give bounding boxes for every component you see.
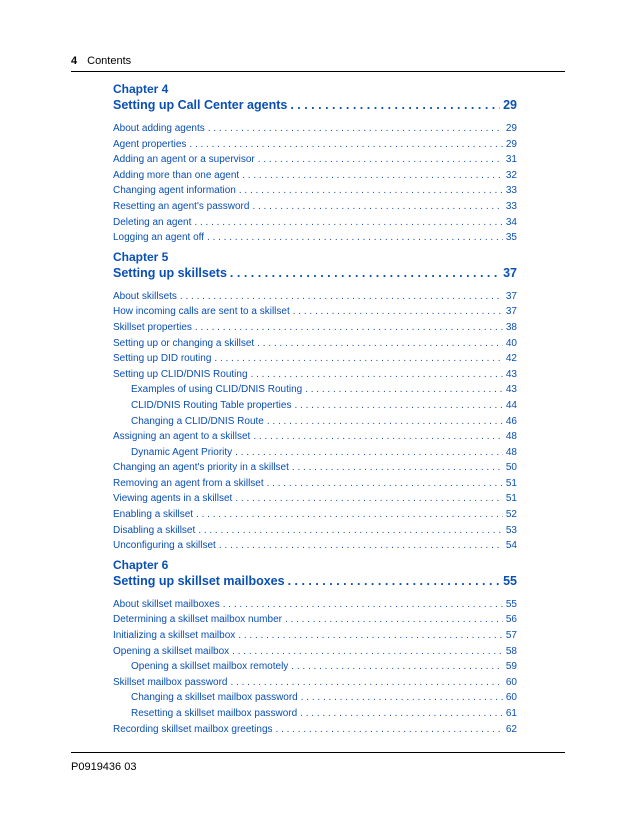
- chapter-title: Setting up skillsets: [113, 265, 227, 280]
- entry-page: 60: [505, 692, 517, 704]
- dot-leader: [253, 429, 503, 445]
- entry-page: 40: [505, 337, 517, 349]
- entry-text: Examples of using CLID/DNIS Routing: [131, 384, 303, 396]
- entry-page: 59: [505, 661, 517, 673]
- entry-page: 52: [505, 509, 517, 521]
- dot-leader: [214, 351, 502, 367]
- entry-page: 32: [505, 169, 517, 181]
- toc-subentry[interactable]: [113, 706, 517, 722]
- entry-page: 53: [505, 524, 517, 536]
- dot-leader: [180, 289, 503, 305]
- toc-entry[interactable]: [113, 628, 517, 644]
- entry-text: Logging an agent off: [113, 232, 205, 244]
- entry-page: 48: [505, 446, 517, 458]
- entry-text: Initializing a skillset mailbox: [113, 630, 236, 642]
- header-rule: [71, 71, 565, 72]
- chapter-title: Setting up Call Center agents: [113, 98, 288, 112]
- toc-entry[interactable]: [113, 168, 517, 184]
- toc-entry[interactable]: [113, 367, 517, 383]
- entry-page: 54: [505, 540, 517, 552]
- entry-text: Changing agent information: [113, 185, 236, 197]
- entry-text: Enabling a skillset: [113, 509, 194, 521]
- entry-text: Setting up DID routing: [113, 353, 212, 365]
- chapter-page: 55: [503, 573, 517, 588]
- dot-leader: [238, 628, 503, 644]
- dot-leader: [258, 152, 503, 168]
- toc-entry[interactable]: [113, 429, 517, 445]
- chapter-label: Chapter 4: [113, 82, 169, 96]
- page-header: [71, 54, 564, 72]
- dot-leader: [301, 690, 503, 706]
- toc-entry[interactable]: [113, 460, 517, 476]
- chapter-title: Setting up skillset mailboxes: [113, 573, 285, 588]
- chapter-entries: [113, 289, 517, 554]
- dot-leader: [242, 168, 503, 184]
- entry-page: 50: [505, 462, 517, 474]
- entry-page: 35: [505, 232, 517, 244]
- dot-leader: [208, 121, 503, 137]
- entry-page: 42: [505, 353, 517, 365]
- dot-leader: [231, 675, 503, 691]
- toc-entry[interactable]: [113, 722, 517, 738]
- dot-leader: [230, 265, 500, 281]
- entry-page: 55: [505, 598, 517, 610]
- entry-text: Removing an agent from a skillset: [113, 477, 264, 489]
- entry-page: 58: [505, 645, 517, 657]
- entry-text: Setting up CLID/DNIS Routing: [113, 368, 248, 380]
- footer-rule: [71, 752, 565, 753]
- chapter-page: 29: [503, 98, 517, 112]
- entry-text: Opening a skillset mailbox remotely: [131, 661, 289, 673]
- dot-leader: [267, 476, 503, 492]
- entry-page: 57: [505, 630, 517, 642]
- toc-entry[interactable]: [113, 476, 517, 492]
- entry-text: Skillset properties: [113, 321, 192, 333]
- chapter-label: Chapter 6: [113, 557, 169, 572]
- toc-entry[interactable]: [113, 289, 517, 305]
- dot-leader: [232, 644, 503, 660]
- chapter-label: Chapter 5: [113, 249, 169, 264]
- entry-text: Adding an agent or a supervisor: [113, 154, 255, 166]
- entry-text: How incoming calls are sent to a skillset: [113, 306, 290, 318]
- dot-leader: [300, 706, 503, 722]
- header-title: Contents: [87, 55, 132, 67]
- entry-text: Disabling a skillset: [113, 524, 196, 536]
- toc-entry[interactable]: [113, 215, 517, 231]
- toc-subentry[interactable]: [113, 382, 517, 398]
- dot-leader: [235, 491, 503, 507]
- toc-subentry[interactable]: [113, 690, 517, 706]
- dot-leader: [252, 199, 502, 215]
- dot-leader: [267, 414, 503, 430]
- entry-page: 31: [505, 154, 517, 166]
- entry-page: 29: [505, 123, 517, 134]
- dot-leader: [305, 382, 503, 398]
- toc-entry[interactable]: [113, 675, 517, 691]
- footer-doc-id: P0919436 03: [71, 761, 137, 773]
- entry-page: 62: [505, 723, 517, 735]
- toc-entry[interactable]: [113, 121, 517, 137]
- entry-text: CLID/DNIS Routing Table properties: [131, 399, 292, 411]
- entry-text: Determining a skillset mailbox number: [113, 614, 282, 626]
- entry-page: 37: [505, 306, 517, 318]
- entry-page: 43: [505, 384, 517, 396]
- entry-page: 60: [505, 676, 517, 688]
- dot-leader: [292, 460, 503, 476]
- entry-text: Recording skillset mailbox greetings: [113, 723, 273, 735]
- toc-entry[interactable]: [113, 320, 517, 336]
- dot-leader: [189, 137, 502, 153]
- dot-leader: [276, 722, 503, 738]
- entry-text: About skillset mailboxes: [113, 598, 220, 610]
- entry-page: 34: [505, 216, 517, 228]
- toc-entry[interactable]: [113, 230, 517, 246]
- toc-entry[interactable]: [113, 351, 517, 367]
- entry-page: 44: [505, 399, 517, 411]
- toc-subentry[interactable]: [113, 659, 517, 675]
- toc-subentry[interactable]: [113, 445, 517, 461]
- dot-leader: [251, 367, 503, 383]
- dot-leader: [293, 304, 503, 320]
- entry-text: Setting up or changing a skillset: [113, 337, 255, 349]
- toc-entry[interactable]: [113, 491, 517, 507]
- chapter-heading[interactable]: [113, 558, 517, 589]
- dot-leader: [195, 320, 503, 336]
- dot-leader: [285, 612, 503, 628]
- entry-page: 56: [505, 614, 517, 626]
- entry-text: Resetting an agent's password: [113, 200, 250, 212]
- entry-page: 33: [505, 200, 517, 212]
- toc-entry[interactable]: [113, 597, 517, 613]
- entry-text: Dynamic Agent Priority: [131, 446, 233, 458]
- dot-leader: [198, 523, 503, 539]
- entry-text: Agent properties: [113, 138, 187, 150]
- dot-leader: [294, 398, 502, 414]
- entry-text: Resetting a skillset mailbox password: [131, 708, 298, 719]
- toc-entry[interactable]: [113, 612, 517, 628]
- toc-entry[interactable]: [113, 152, 517, 168]
- header-page-number: 4: [71, 55, 78, 67]
- dot-leader: [235, 445, 503, 461]
- dot-leader: [288, 573, 501, 589]
- dot-leader: [194, 215, 502, 231]
- dot-leader: [223, 597, 503, 613]
- toc-entry[interactable]: [113, 183, 517, 199]
- toc-entry[interactable]: [113, 538, 517, 554]
- entry-page: 61: [505, 708, 517, 719]
- toc-entry[interactable]: [113, 199, 517, 215]
- entry-page: 51: [505, 477, 517, 489]
- entry-page: 46: [505, 415, 517, 427]
- entry-text: Unconfiguring a skillset: [113, 540, 216, 552]
- entry-page: 29: [505, 138, 517, 150]
- entry-text: Deleting an agent: [113, 216, 192, 228]
- toc-entry[interactable]: [113, 644, 517, 660]
- dot-leader: [196, 507, 503, 523]
- table-of-contents: [113, 82, 517, 741]
- entry-page: 37: [505, 290, 517, 302]
- chapter-entries: [113, 597, 517, 737]
- dot-leader: [290, 97, 500, 113]
- dot-leader: [291, 659, 503, 675]
- chapter-heading[interactable]: [113, 82, 517, 113]
- entry-text: About adding agents: [113, 123, 205, 134]
- entry-text: Changing a skillset mailbox password: [131, 692, 298, 704]
- entry-text: Skillset mailbox password: [113, 676, 228, 688]
- entry-text: Changing a CLID/DNIS Route: [131, 415, 264, 427]
- entry-page: 38: [505, 321, 517, 333]
- chapter-page: 37: [503, 265, 517, 280]
- entry-text: Opening a skillset mailbox: [113, 645, 230, 657]
- dot-leader: [219, 538, 503, 554]
- chapter-entries: [113, 121, 517, 246]
- dot-leader: [207, 230, 503, 246]
- entry-text: Assigning an agent to a skillset: [113, 431, 251, 443]
- chapter-heading[interactable]: [113, 250, 517, 281]
- toc-entry[interactable]: [113, 507, 517, 523]
- toc-subentry[interactable]: [113, 414, 517, 430]
- entry-text: Adding more than one agent: [113, 169, 240, 181]
- entry-page: 48: [505, 431, 517, 443]
- entry-page: 43: [505, 368, 517, 380]
- toc-entry[interactable]: [113, 137, 517, 153]
- entry-text: Changing an agent's priority in a skillset: [113, 462, 289, 474]
- entry-page: 33: [505, 185, 517, 197]
- entry-text: Viewing agents in a skillset: [113, 493, 233, 505]
- entry-page: 51: [505, 493, 517, 505]
- entry-text: About skillsets: [113, 290, 177, 302]
- toc-entry[interactable]: [113, 336, 517, 352]
- dot-leader: [239, 183, 503, 199]
- toc-entry[interactable]: [113, 304, 517, 320]
- dot-leader: [257, 336, 503, 352]
- toc-subentry[interactable]: [113, 398, 517, 414]
- toc-entry[interactable]: [113, 523, 517, 539]
